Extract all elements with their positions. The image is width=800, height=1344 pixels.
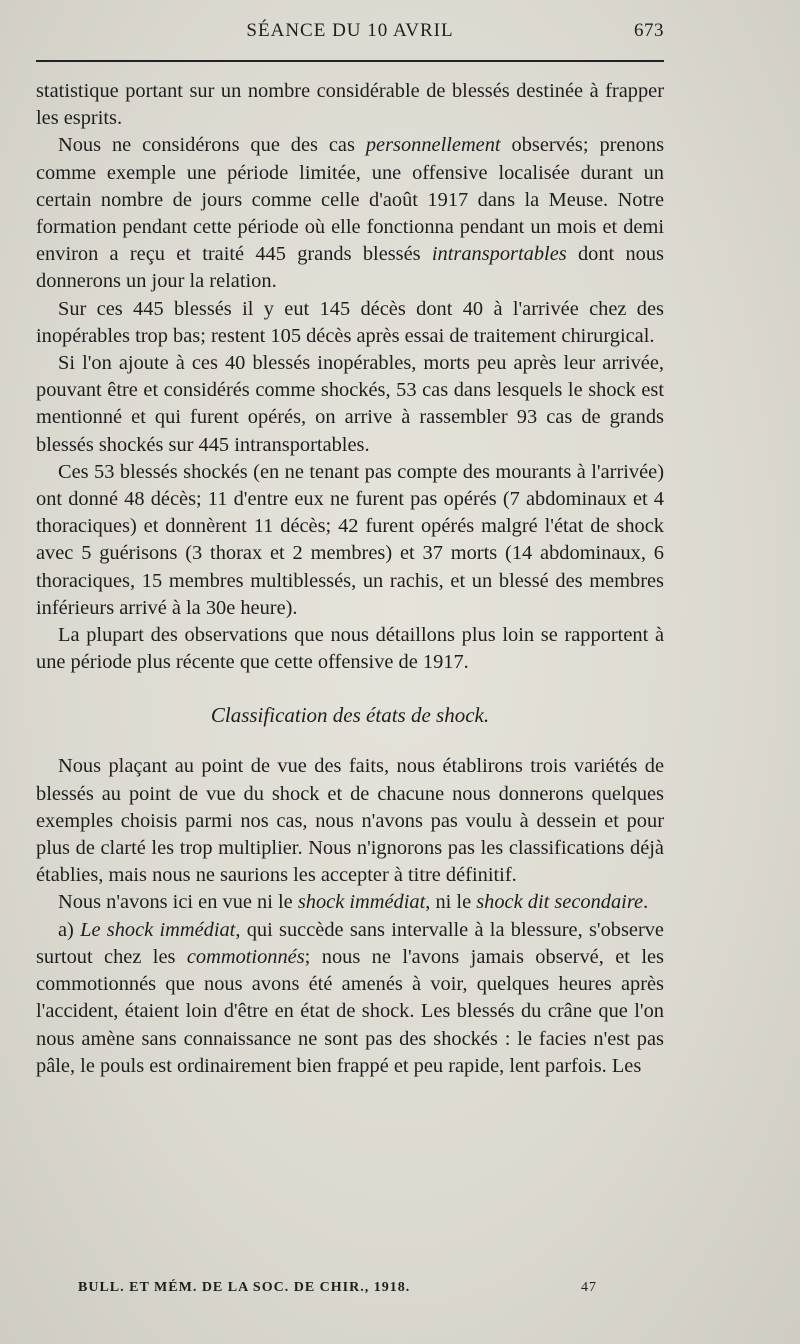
page-header bbox=[36, 18, 664, 48]
emphasis: personnellement bbox=[365, 134, 501, 157]
paragraph: La plupart des observations que nous détaillons plus loin se rapportent à une période plus récente que cette offensive de 1917. bbox=[36, 624, 664, 674]
paragraph: Sur ces 445 blessés il y eut 145 décès dont 40 à l'arrivée chez des inopérables trop bas; restent 105 décès après essai de traitement chirurgical. bbox=[36, 297, 664, 347]
paragraph: Ces 53 blessés shockés (en ne tenant pas compte des mourants à l'arrivée) ont donné 48 décès; 11 d'entre eux ne furent pas opérés (7 abdominaux et 4 thoraciques) et donnèrent 11 décès; 42 furent opérés malgré l'état de shock avec 5 guérisons (3 thorax et 2 membres) et 37 morts (14 abdominaux, 6 thoraciques, 15 membres multiblessés, un rachis, et un blessé des membres inférieurs arrivé à la 30e heure). bbox=[36, 460, 664, 619]
header-rule bbox=[36, 60, 664, 62]
page-footer bbox=[36, 1280, 664, 1304]
paragraph-continuation: statistique portant sur un nombre considérable de blessés destinée à frapper les esprits. bbox=[36, 80, 664, 130]
paragraph: Nous ne considérons que des cas personnellement observés; prenons comme exemple une période limitée, une offensive localisée durant un certain nombre de jours comme celle d'août 1917 dans la Meuse. Notre formation pendant cette période où elle fonctionna pendant un mois et demi environ a reçu et traité 445 grands blessés intransportables dont nous donnerons un jour la relation. bbox=[36, 134, 664, 293]
paragraph: Nous n'avons ici en vue ni le shock immédiat, ni le shock dit secondaire. bbox=[58, 891, 649, 914]
paragraph: a) Le shock immédiat, qui succède sans intervalle à la blessure, s'observe surtout chez les commotionnés; nous ne l'avons jamais observé, et les commotionnés que nous avons été amenés à voir, quelques heures après l'accident, étaient loin d'être en état de shock. Les blessés du crâne que l'on nous amène sans connaissance ne sont pas des shockés : le facies n'est pas pâle, le pouls est ordinairement bien frappé et peu rapide, lent parfois. Les bbox=[36, 918, 664, 1077]
running-head: SÉANCE DU 10 AVRIL bbox=[246, 20, 454, 41]
emphasis: intransportables bbox=[431, 243, 567, 266]
page-number: 673 bbox=[634, 20, 664, 41]
signature-mark: 47 bbox=[581, 1280, 597, 1295]
emphasis: shock immédiat bbox=[297, 891, 426, 914]
body-text bbox=[36, 78, 664, 1080]
emphasis: shock dit secondaire bbox=[476, 891, 644, 914]
section-heading: Classification des états de shock. bbox=[210, 703, 490, 728]
emphasis: commotionnés bbox=[186, 945, 305, 968]
emphasis: Le shock immédiat bbox=[80, 918, 236, 941]
paragraph: Si l'on ajoute à ces 40 blessés inopérables, morts peu après leur arrivée, pouvant être et considérés comme shockés, 53 cas dans lesquels le shock est mentionné et qui furent opérés, on arrive à rassembler 93 cas de grands blessés shockés sur 445 intransportables. bbox=[36, 352, 664, 456]
bulletin-citation: BULL. ET MÉM. DE LA SOC. DE CHIR., 1918. bbox=[78, 1280, 411, 1295]
paragraph: Nous plaçant au point de vue des faits, nous établirons trois variétés de blessés au point de vue du shock et de chacune nous donnerons quelques exemples choisis parmi nos cas, nous n'avons pas voulu à dessein et pour plus de clarté les trop multiplier. Nous n'ignorons pas les classifications déjà établies, mais nous ne saurions les accepter à titre définitif. bbox=[36, 755, 664, 887]
